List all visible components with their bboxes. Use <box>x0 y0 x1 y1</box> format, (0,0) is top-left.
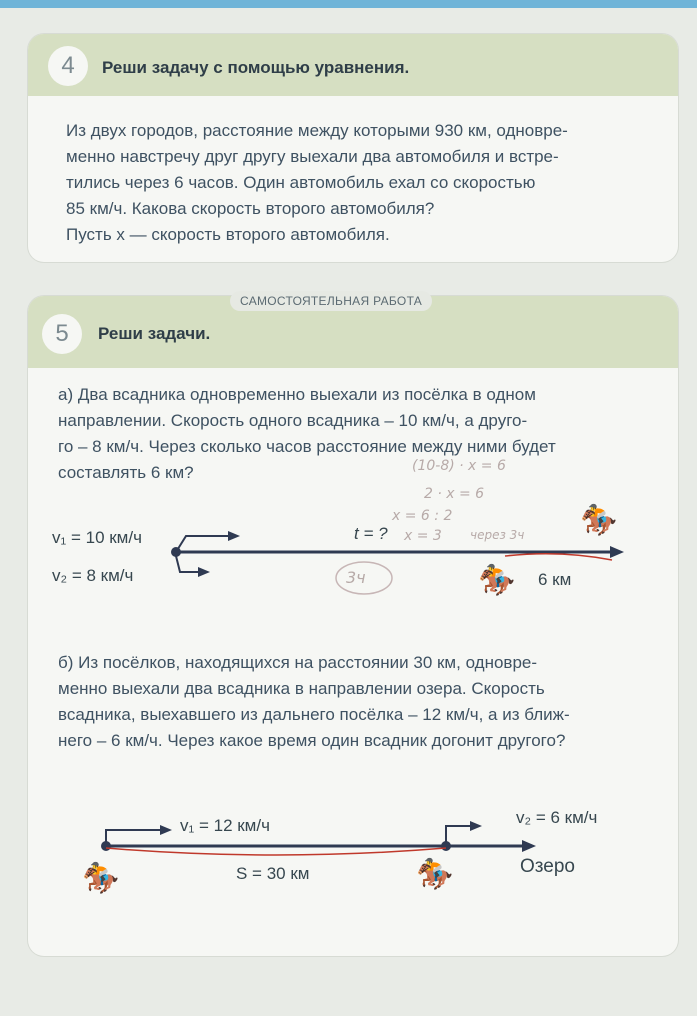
arrow-right-icon <box>176 536 232 552</box>
handwriting-eq2: 2 · x = 6 <box>424 486 485 502</box>
task-5b-line: всадника, выехавшего из дальнего посёлка – 12 км/ч, а из ближ- <box>58 705 570 724</box>
task-4-number: 4 <box>48 46 88 86</box>
handwriting-eq4: x = 3 <box>404 528 442 544</box>
task-4-line: тились через 6 часов. Один автомобиль ехал со скоростью <box>66 173 536 192</box>
handwriting-eq3: x = 6 : 2 <box>392 508 453 524</box>
diagram-a-v2-label: v₂ = 8 км/ч <box>52 566 134 585</box>
arrow-right-icon <box>522 840 536 852</box>
task-5b-line: него – 6 км/ч. Через какое время один всадник догонит другого? <box>58 731 566 750</box>
task-5a-line: направлении. Скорость одного всадника – 10 км/ч, а друго- <box>58 411 528 430</box>
diagram-b-v1-label: v₁ = 12 км/ч <box>180 816 270 835</box>
task-5b-line: менно выехали два всадника в направлении озера. Скорость <box>58 679 545 698</box>
horse-rider-icon: 🏇 <box>416 858 454 891</box>
horse-rider-icon: 🏇 <box>478 564 516 597</box>
diagram-a-v1-label: v₁ = 10 км/ч <box>52 528 142 547</box>
task-4-line: 85 км/ч. Какова скорость второго автомобиля? <box>66 199 435 218</box>
arrow-right-icon <box>446 826 474 846</box>
horse-rider-icon: 🏇 <box>82 862 120 895</box>
diagram-a-distance-label: 6 км <box>538 570 572 589</box>
horse-rider-icon: 🏇 <box>580 504 618 537</box>
task-5a-line: го – 8 км/ч. Через сколько часов расстояние между ними будет <box>58 437 556 456</box>
diagram-b-lake-label: Озеро <box>520 856 575 877</box>
diagram-b-distance-label: S = 30 км <box>236 864 310 883</box>
task-5-title: Реши задачи. <box>98 324 211 343</box>
distance-30km-red-line <box>106 848 446 855</box>
task-4-title: Реши задачу с помощью уравнения. <box>102 58 410 77</box>
task-5-number: 5 <box>42 314 82 354</box>
handwriting-answer: 3ч <box>346 568 366 587</box>
handwriting-note: через 3ч <box>470 528 525 542</box>
arrow-right-icon <box>106 830 164 846</box>
diagram-a-time-label: t = ? <box>354 524 388 543</box>
arrow-right-icon <box>610 546 624 558</box>
handwriting-eq1: (10-8) · x = 6 <box>412 458 506 474</box>
task-5b-line: б) Из посёлков, находящихся на расстоянии 30 км, одновре- <box>58 653 538 672</box>
task-5a-line: а) Два всадника одновременно выехали из посёлка в одном <box>58 385 536 404</box>
task-5a-line: составлять 6 км? <box>58 463 194 482</box>
distance-6km-bracket <box>505 554 612 560</box>
task-4-line: Пусть x — скорость второго автомобиля. <box>66 225 390 244</box>
task-4-line: Из двух городов, расстояние между которыми 930 км, одновре- <box>66 121 568 140</box>
task-4-line: менно навстречу друг другу выехали два автомобиля и встре- <box>66 147 559 166</box>
diagram-b-v2-label: v₂ = 6 км/ч <box>516 808 598 827</box>
independent-work-badge: САМОСТОЯТЕЛЬНАЯ РАБОТА <box>230 291 432 311</box>
